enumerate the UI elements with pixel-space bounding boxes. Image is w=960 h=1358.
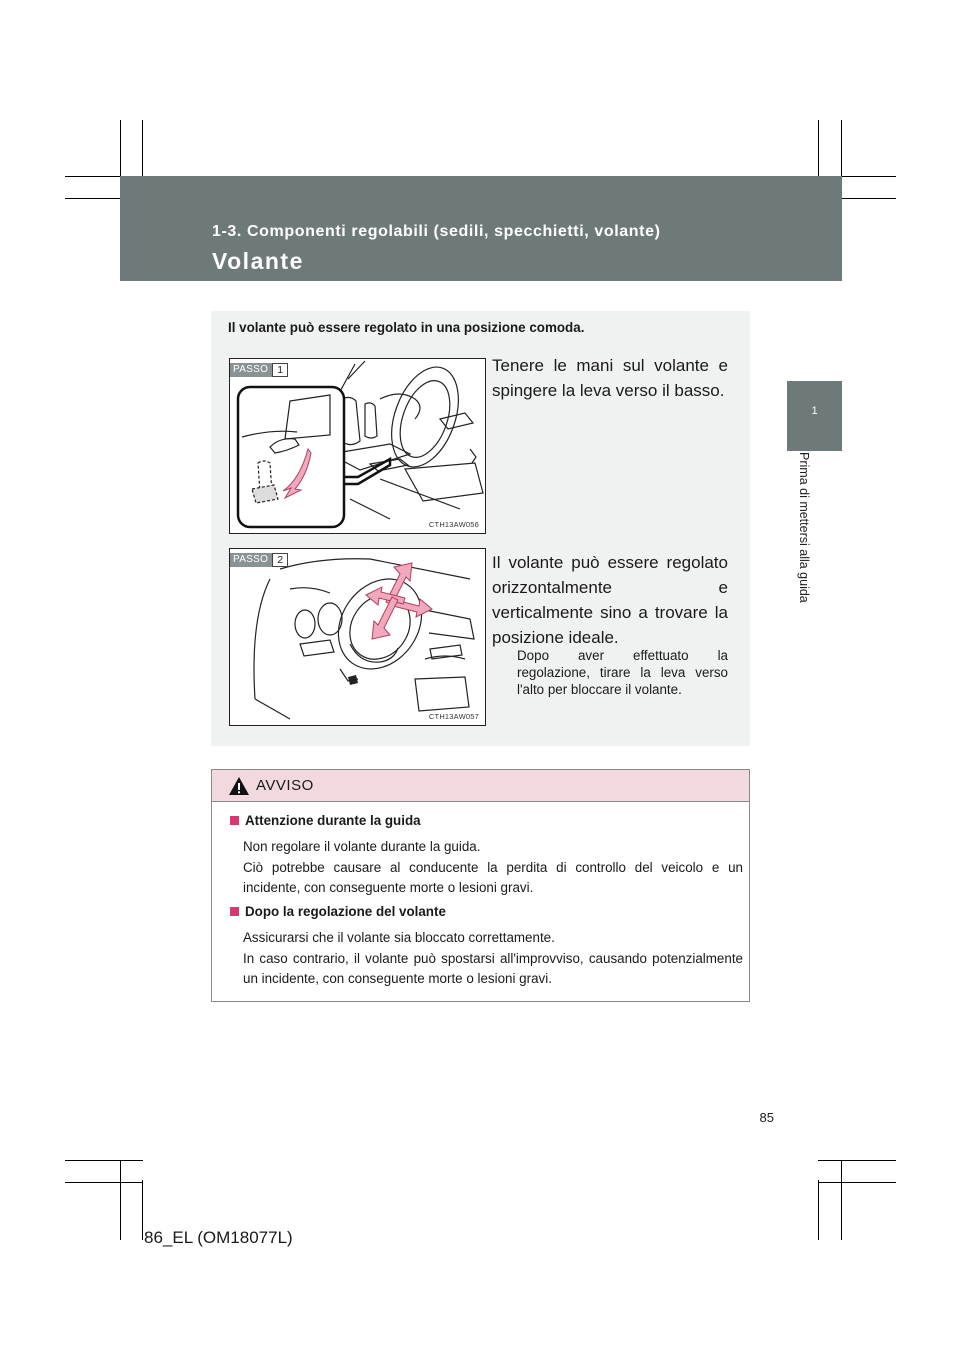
page-title: Volante <box>212 248 304 274</box>
chapter-label: Prima di mettersi alla guida <box>797 452 811 603</box>
warning-item-body <box>243 837 743 899</box>
figure-step-1 <box>229 358 486 534</box>
figure-code: CTH13AW057 <box>428 712 479 721</box>
figure-code: CTH13AW056 <box>428 520 479 529</box>
step-badge-1 <box>230 363 288 377</box>
warning-item-body <box>243 928 743 990</box>
steering-lever-illustration <box>230 359 485 533</box>
section-title: 1-3. Componenti regolabili (sedili, specchietti, volante) <box>212 223 661 240</box>
warning-paragraph: Non regolare il volante durante la guida. <box>243 839 481 854</box>
step-number: 2 <box>272 553 288 567</box>
page-number: 85 <box>759 1110 774 1125</box>
warning-box <box>211 769 750 1002</box>
figure-step-2 <box>229 548 486 726</box>
warning-triangle-icon <box>228 776 250 796</box>
warning-item-heading: Attenzione durante la guida <box>230 813 421 828</box>
intro-text: Il volante può essere regolato in una posizione comoda. <box>228 320 585 335</box>
bullet-square-icon <box>230 816 239 825</box>
step-word: PASSO <box>230 553 272 567</box>
document-code: 86_EL (OM18077L) <box>144 1228 293 1247</box>
warning-paragraph: Assicurarsi che il volante sia bloccato correttamente. <box>243 930 555 945</box>
steering-adjust-illustration <box>230 549 485 725</box>
warning-header <box>212 770 749 802</box>
chapter-tab <box>787 381 842 451</box>
warning-title: AVVISO <box>256 777 314 794</box>
warning-item-heading: Dopo la regolazione del volante <box>230 904 446 919</box>
step-1-text: Tenere le mani sul volante e spingere la leva verso il basso. <box>492 356 728 400</box>
warning-paragraph: In caso contrario, il volante può spostarsi all'improvviso, causando potenzialmente un incidente, con conseguente morte o lesioni gravi. <box>243 950 743 986</box>
warning-paragraph: Ciò potrebbe causare al conducente la perdita di controllo del veicolo e un incidente, con conseguente morte o lesioni gravi. <box>243 859 743 895</box>
chapter-number: 1 <box>811 405 818 417</box>
step-badge-2 <box>230 553 288 567</box>
step-2-text: Il volante può essere regolato orizzontalmente e verticalmente sino a trovare la posizione ideale. <box>492 553 728 647</box>
main-panel <box>211 311 750 746</box>
step-2-note: Dopo aver effettuato la regolazione, tirare la leva verso l'alto per bloccare il volante. <box>517 648 728 697</box>
step-word: PASSO <box>230 363 272 377</box>
header-band <box>120 176 842 281</box>
bullet-square-icon <box>230 907 239 916</box>
step-number: 1 <box>272 363 288 377</box>
